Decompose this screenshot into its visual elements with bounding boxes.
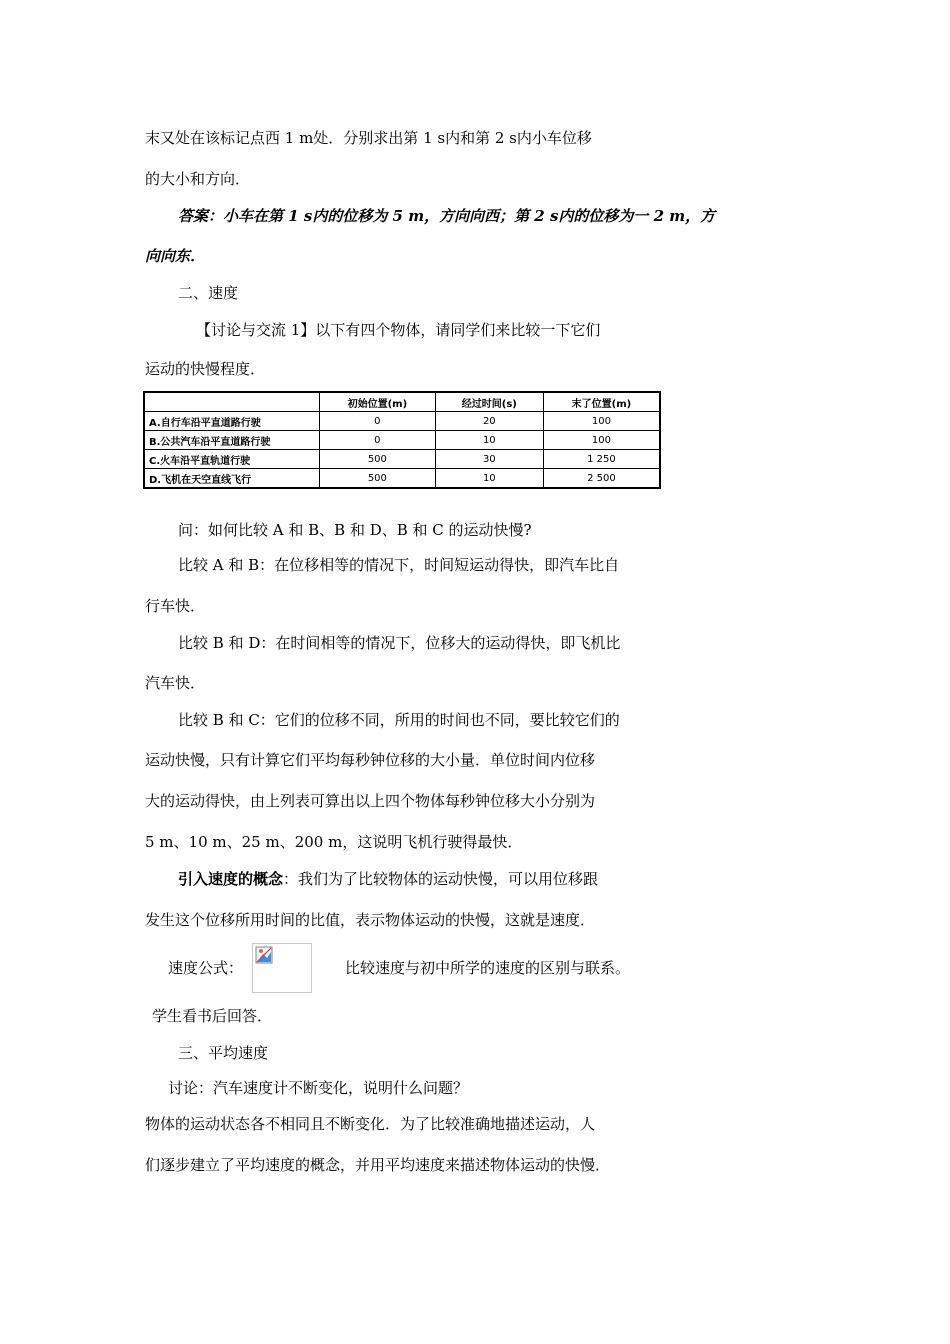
text-line: 们逐步建立了平均速度的概念，并用平均速度来描述物体运动的快慢． — [145, 1156, 611, 1174]
table-cell: 100 — [543, 412, 660, 431]
table-cell: 10 — [435, 469, 543, 489]
section-heading: 三、平均速度 — [178, 1044, 269, 1062]
table-cell: D.飞机在天空直线飞行 — [144, 469, 320, 489]
text-line: 比较 A 和 B：在位移相等的情况下，时间短运动得快，即汽车比自 — [178, 556, 620, 574]
broken-image-icon — [255, 946, 273, 964]
formula-image-placeholder — [252, 943, 312, 993]
text-line: 物体的运动状态各不相同且不断变化．为了比较准确地描述运动，人 — [145, 1115, 596, 1133]
table-cell: 10 — [435, 431, 543, 450]
table-cell: 0 — [320, 412, 436, 431]
text-line: 末又处在该标记点西 1 m处．分别求出第 1 s内和第 2 s内小车位移 — [145, 129, 592, 147]
table-row — [144, 412, 660, 431]
table-header — [144, 392, 320, 412]
answer-line: 向向东． — [145, 247, 206, 265]
text-line: 比较速度与初中所学的速度的区别与联系。 — [345, 959, 631, 977]
text-line: 大的运动得快，由上列表可算出以上四个物体每秒钟位移大小分别为 — [145, 792, 596, 810]
table-row — [144, 431, 660, 450]
concept-text: ：我们为了比较物体的运动快慢，可以用位移跟 — [283, 870, 599, 888]
concept-label: 引入速度的概念 — [178, 870, 284, 888]
section-heading: 二、速度 — [178, 284, 239, 302]
table-cell: 100 — [543, 431, 660, 450]
motion-table — [143, 391, 661, 489]
text-line: 比较 B 和 C：它们的位移不同，所用的时间也不同，要比较它们的 — [178, 711, 620, 729]
table-header: 初始位置(m) — [320, 392, 436, 412]
formula-label: 速度公式： — [168, 959, 244, 977]
table-cell: 30 — [435, 450, 543, 469]
text-line: 5 m、10 m、25 m、200 m，这说明飞机行驶得最快． — [145, 833, 523, 851]
table-header-row — [144, 392, 660, 412]
text-line: 的大小和方向． — [145, 170, 251, 188]
table-cell: 0 — [320, 431, 436, 450]
text-line: 学生看书后回答． — [152, 1007, 273, 1025]
text-line: 行车快． — [145, 597, 206, 615]
table-header: 经过时间(s) — [435, 392, 543, 412]
table-cell: 1 250 — [543, 450, 660, 469]
table-cell: B.公共汽车沿平直道路行驶 — [144, 431, 320, 450]
question-line: 问：如何比较 A 和 B、B 和 D、B 和 C 的运动快慢? — [178, 521, 532, 539]
text-line — [178, 869, 598, 889]
table-cell: A.自行车沿平直道路行驶 — [144, 412, 320, 431]
text-line: 汽车快． — [145, 674, 206, 692]
text-line: 【讨论与交流 1】以下有四个物体，请同学们来比较一下它们 — [196, 321, 601, 339]
table-cell: 500 — [320, 450, 436, 469]
table-row — [144, 450, 660, 469]
table-cell: 2 500 — [543, 469, 660, 489]
text-line: 发生这个位移所用时间的比值，表示物体运动的快慢，这就是速度． — [145, 911, 596, 929]
table-cell: C.火车沿平直轨道行驶 — [144, 450, 320, 469]
table-cell: 500 — [320, 469, 436, 489]
table-cell: 20 — [435, 412, 543, 431]
text-line: 讨论：汽车速度计不断变化，说明什么问题？ — [168, 1079, 469, 1097]
table-row — [144, 469, 660, 489]
table-header: 末了位置(m) — [543, 392, 660, 412]
text-line: 运动快慢，只有计算它们平均每秒钟位移的大小量．单位时间内位移 — [145, 751, 596, 769]
text-line: 运动的快慢程度． — [145, 360, 266, 378]
answer-line: 答案：小车在第 1 s内的位移为 5 m，方向向西；第 2 s内的位移为一 2 m，方 — [178, 207, 716, 225]
text-line: 比较 B 和 D：在时间相等的情况下，位移大的运动得快，即飞机比 — [178, 634, 621, 652]
